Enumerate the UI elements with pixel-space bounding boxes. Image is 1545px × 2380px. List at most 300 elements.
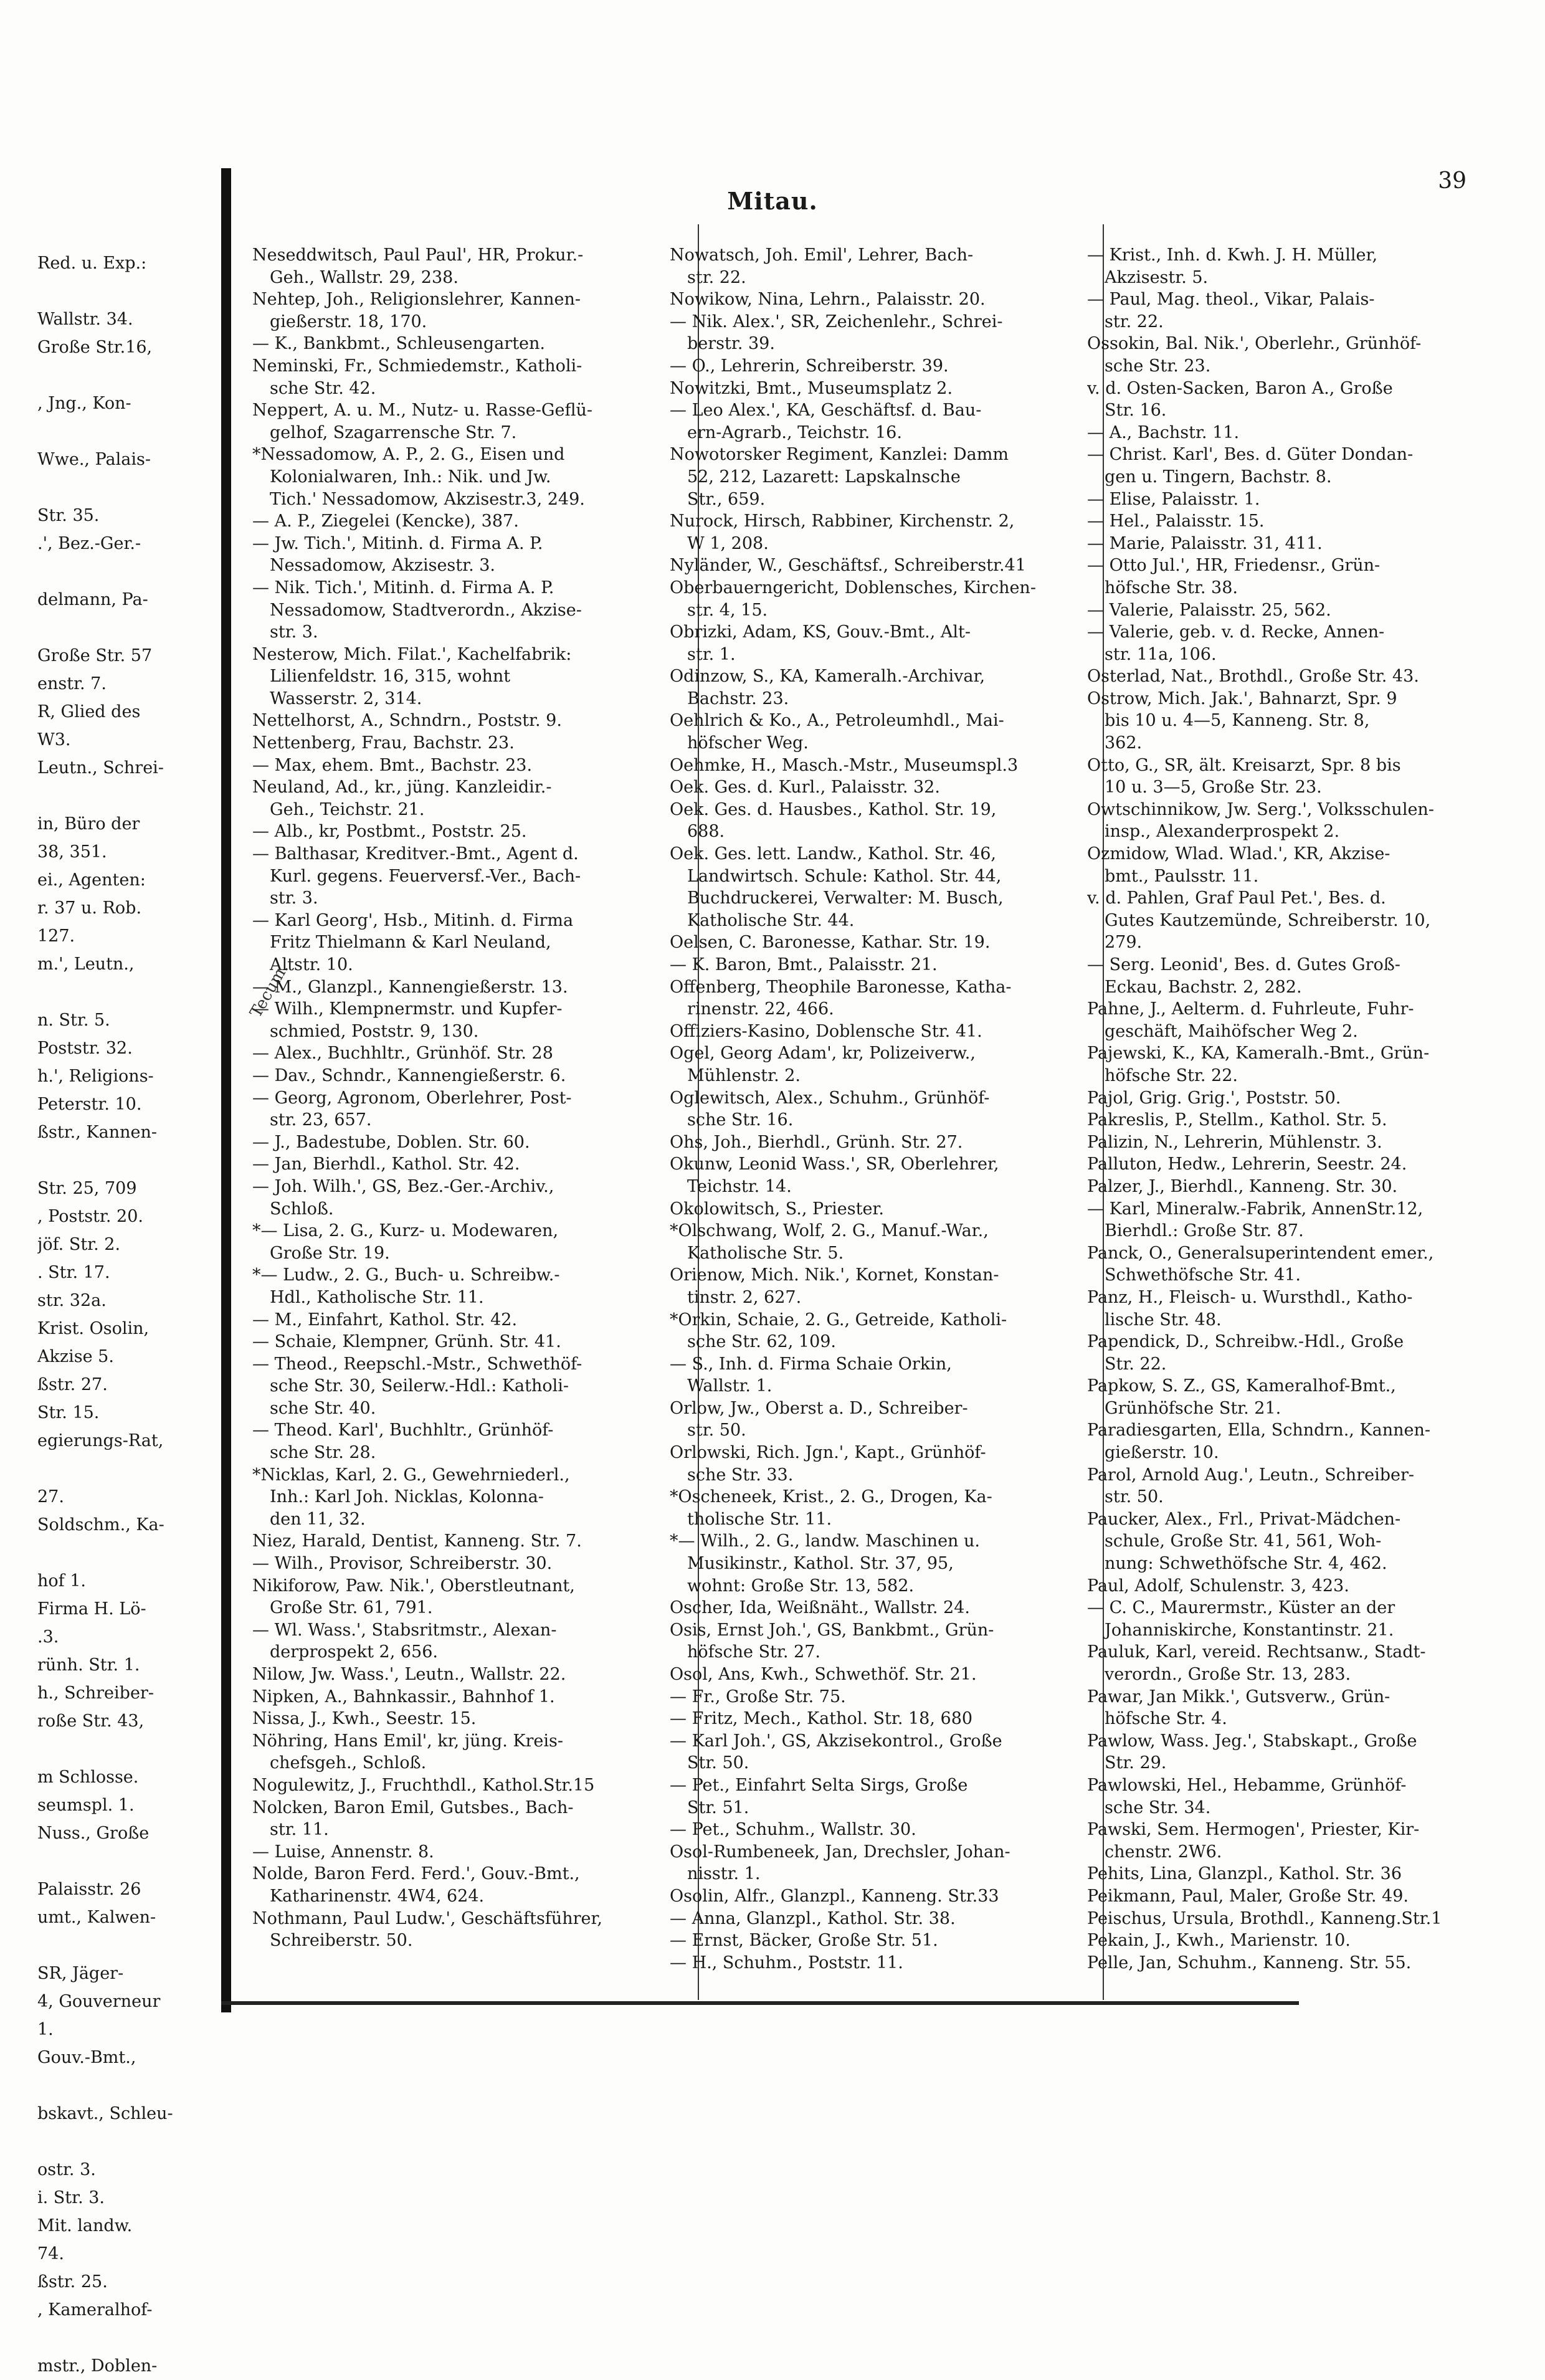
directory-entry-line: *Orkin, Schaie, 2. G., Getreide, Katholi- xyxy=(670,1310,1007,1330)
margin-stamp: Tecum. xyxy=(246,960,293,1021)
directory-entry-line: — Georg, Agronom, Oberlehrer, Post- xyxy=(252,1088,572,1108)
directory-entry-line: Landwirtsch. Schule: Kathol. Str. 44, xyxy=(687,866,1002,886)
prev-strip-line xyxy=(37,1931,193,1959)
directory-entry-line: Pelle, Jan, Schuhm., Kanneng. Str. 55. xyxy=(1087,1953,1412,1973)
directory-entry-line: — Joh. Wilh.', GS, Bez.-Ger.-Archiv., xyxy=(252,1176,554,1196)
directory-entry-line: Orlowski, Rich. Jgn.', Kapt., Grünhöf- xyxy=(670,1443,986,1463)
prev-strip-line: Wwe., Palais- xyxy=(37,450,151,469)
directory-entry-line: — Elise, Palaisstr. 1. xyxy=(1087,489,1260,509)
directory-entry-line: str. 3. xyxy=(270,888,318,908)
directory-entry-line: schule, Große Str. 41, 561, Woh- xyxy=(1105,1531,1382,1551)
directory-entry-line: — Otto Jul.', HR, Friedensr., Grün- xyxy=(1087,556,1381,576)
directory-entry-line: v. d. Pahlen, Graf Paul Pet.', Bes. d. xyxy=(1087,888,1386,908)
prev-strip-line xyxy=(37,361,193,389)
prev-strip-line: Soldschm., Ka- xyxy=(37,1515,164,1535)
binding-base-rule xyxy=(221,2001,1299,2005)
prev-strip-line: r. 37 u. Rob. xyxy=(37,898,142,918)
prev-strip-line xyxy=(37,1146,193,1174)
directory-entry-line: — K., Bankbmt., Schleusengarten. xyxy=(252,334,545,354)
prev-strip-line: i. Str. 3. xyxy=(37,2188,105,2207)
directory-entry-line: Oek. Ges. d. Kurl., Palaisstr. 32. xyxy=(670,778,940,797)
directory-entry-line: *Nicklas, Karl, 2. G., Gewehrniederl., xyxy=(252,1465,570,1485)
directory-entry-line: Schloß. xyxy=(270,1199,334,1219)
prev-strip-line: m.', Leutn., xyxy=(37,954,135,974)
prev-strip-line: 4, Gouverneur xyxy=(37,1992,161,2011)
directory-entry-line: tholische Str. 11. xyxy=(687,1509,832,1529)
directory-entry-line: Nikiforow, Paw. Nik.', Oberstleutnant, xyxy=(252,1576,575,1596)
prev-strip-line: n. Str. 5. xyxy=(37,1011,110,1030)
directory-entry-line: str. 11. xyxy=(270,1820,329,1840)
directory-entry-line: bis 10 u. 4—5, Kanneng. Str. 8, xyxy=(1105,711,1370,731)
directory-entry-line: — M., Glanzpl., Kannengießerstr. 13. xyxy=(252,977,568,997)
directory-entry-line: Osolin, Alfr., Glanzpl., Kanneng. Str.33 xyxy=(670,1886,999,1906)
directory-entry-line: Pawlow, Wass. Jeg.', Stabskapt., Große xyxy=(1087,1731,1417,1751)
prev-strip-line xyxy=(37,1455,193,1483)
directory-entry-line: Palluton, Hedw., Lehrerin, Seestr. 24. xyxy=(1087,1154,1407,1174)
directory-entry-line: str. 23, 657. xyxy=(270,1110,372,1130)
directory-entry-line: sche Str. 34. xyxy=(1105,1797,1211,1817)
prev-strip-line: .3. xyxy=(37,1627,59,1647)
directory-entry-line: — Dav., Schndr., Kannengießerstr. 6. xyxy=(252,1065,566,1085)
directory-entry-line: Ossokin, Bal. Nik.', Oberlehr., Grünhöf- xyxy=(1087,334,1422,354)
directory-entry-line: — Karl, Mineralw.-Fabrik, AnnenStr.12, xyxy=(1087,1199,1424,1219)
directory-entry-line: Pakreslis, P., Stellm., Kathol. Str. 5. xyxy=(1087,1110,1387,1130)
directory-entry-line: — H., Schuhm., Poststr. 11. xyxy=(670,1953,903,1973)
directory-entry-line: — Theod., Reepschl.-Mstr., Schwethöf- xyxy=(252,1354,582,1374)
prev-strip-line: Große Str. 57 xyxy=(37,646,153,665)
directory-entry-line: Str. 29. xyxy=(1105,1753,1167,1773)
directory-entry-line: Grünhöfsche Str. 21. xyxy=(1105,1398,1281,1418)
directory-entry-line: Osis, Ernst Joh.', GS, Bankbmt., Grün- xyxy=(670,1620,994,1640)
prev-strip-line: rünh. Str. 1. xyxy=(37,1655,140,1675)
directory-entry-line: — Karl Joh.', GS, Akzisekontrol., Große xyxy=(670,1731,1002,1751)
directory-entry-line: 52, 212, Lazarett: Lapskalnsche xyxy=(687,467,961,487)
directory-entry-line: Inh.: Karl Joh. Nicklas, Kolonna- xyxy=(270,1487,544,1507)
prev-strip-line xyxy=(37,2072,193,2100)
directory-entry-line: Oehmke, H., Masch.-Mstr., Museumspl.3 xyxy=(670,755,1019,775)
directory-entry-line: Otto, G., SR, ält. Kreisarzt, Spr. 8 bis xyxy=(1087,755,1401,775)
directory-entry-line: — Marie, Palaisstr. 31, 411. xyxy=(1087,533,1323,553)
directory-entry-line: Nehtep, Joh., Religionslehrer, Kannen- xyxy=(252,290,581,310)
directory-entry-line: — Balthasar, Kreditver.-Bmt., Agent d. xyxy=(252,844,579,864)
directory-entry-line: — Alex., Buchhltr., Grünhöf. Str. 28 xyxy=(252,1044,553,1064)
prev-strip-line: Red. u. Exp.: xyxy=(37,254,147,273)
prev-strip-line xyxy=(37,277,193,305)
directory-entry-line: — Max, ehem. Bmt., Bachstr. 23. xyxy=(252,755,533,775)
directory-entry-line: — C. C., Maurermstr., Küster an der xyxy=(1087,1598,1395,1618)
directory-entry-line: Hdl., Katholische Str. 11. xyxy=(270,1287,484,1307)
prev-strip-line: 1. xyxy=(37,2020,54,2039)
directory-entry-line: Owtschinnikow, Jw. Serg.', Volksschulen- xyxy=(1087,799,1434,819)
directory-entry-line: — Serg. Leonid', Bes. d. Gutes Groß- xyxy=(1087,955,1400,974)
directory-entry-line: Geh., Teichstr. 21. xyxy=(270,799,425,819)
prev-strip-line: hof 1. xyxy=(37,1571,86,1591)
directory-entry-line: Panck, O., Generalsuperintendent emer., xyxy=(1087,1243,1434,1263)
directory-entry-line: — Christ. Karl', Bes. d. Güter Dondan- xyxy=(1087,445,1414,465)
prev-strip-line: h., Schreiber- xyxy=(37,1683,154,1703)
directory-entry-line: — S., Inh. d. Firma Schaie Orkin, xyxy=(670,1354,952,1374)
directory-entry-line: ern-Agrarb., Teichstr. 16. xyxy=(687,422,902,442)
prev-strip-line: umt., Kalwen- xyxy=(37,1908,156,1927)
prev-strip-line xyxy=(37,2324,193,2352)
directory-entry-line: höfsche Str. 38. xyxy=(1105,578,1238,597)
directory-entry-line: sche Str. 28. xyxy=(270,1443,376,1463)
prev-strip-line: , Jng., Kon- xyxy=(37,394,131,413)
directory-entry-line: den 11, 32. xyxy=(270,1509,366,1529)
directory-entry-line: Odinzow, S., KA, Kameralh.-Archivar, xyxy=(670,667,986,687)
directory-entry-line: Nowatsch, Joh. Emil', Lehrer, Bach- xyxy=(670,245,974,265)
directory-entry-line: sche Str. 62, 109. xyxy=(687,1332,837,1352)
directory-entry-line: Oscher, Ida, Weißnäht., Wallstr. 24. xyxy=(670,1598,970,1618)
prev-strip-line xyxy=(37,978,193,1006)
directory-entry-line: Nessadomow, Akzisestr. 3. xyxy=(270,556,496,576)
directory-entry-line: höfsche Str. 4. xyxy=(1105,1709,1227,1729)
prev-strip-line: Str. 25, 709 xyxy=(37,1179,137,1198)
directory-entry-line: Ogel, Georg Adam', kr, Polizeiverw., xyxy=(670,1044,976,1064)
directory-entry-line: — J., Badestube, Doblen. Str. 60. xyxy=(252,1132,530,1152)
directory-entry-line: Str. 50. xyxy=(687,1753,749,1773)
directory-column-3 xyxy=(1087,244,1523,1974)
prev-strip-line: ßstr. 25. xyxy=(37,2272,108,2292)
prev-strip-line xyxy=(37,1847,193,1875)
directory-entry-line: *— Wilh., 2. G., landw. Maschinen u. xyxy=(670,1531,980,1551)
directory-entry-line: Pauluk, Karl, vereid. Rechtsanw., Stadt- xyxy=(1087,1642,1426,1662)
directory-entry-line: gelhof, Szagarrensche Str. 7. xyxy=(270,422,517,442)
directory-entry-line: Kurl. gegens. Feuerversf.-Ver., Bach- xyxy=(270,866,581,886)
directory-entry-line: — Leo Alex.', KA, Geschäftsf. d. Bau- xyxy=(670,401,982,421)
directory-entry-line: lische Str. 48. xyxy=(1105,1310,1222,1330)
prev-strip-line: W3. xyxy=(37,730,71,750)
directory-entry-line: Orienow, Mich. Nik.', Kornet, Konstan- xyxy=(670,1265,999,1285)
directory-entry-line: Oek. Ges. d. Hausbes., Kathol. Str. 19, xyxy=(670,799,997,819)
directory-entry-line: bmt., Paulsstr. 11. xyxy=(1105,866,1259,886)
prev-strip-line xyxy=(37,558,193,586)
directory-entry-line: *Nessadomow, A. P., 2. G., Eisen und xyxy=(252,445,565,465)
prev-strip-line: Mit. landw. xyxy=(37,2216,133,2235)
directory-entry-line: Okunw, Leonid Wass.', SR, Oberlehrer, xyxy=(670,1154,999,1174)
directory-entry-line: Katharinenstr. 4W4, 624. xyxy=(270,1886,485,1906)
directory-entry-line: Nolcken, Baron Emil, Gutsbes., Bach- xyxy=(252,1797,574,1817)
directory-entry-line: Okolowitsch, S., Priester. xyxy=(670,1199,884,1219)
prev-strip-line: Poststr. 32. xyxy=(37,1039,133,1058)
directory-entry-line: Pajol, Grig. Grig.', Poststr. 50. xyxy=(1087,1088,1341,1108)
directory-entry-line: Neuland, Ad., kr., jüng. Kanzleidir.- xyxy=(252,778,552,797)
prev-strip-line: m Schlosse. xyxy=(37,1768,139,1787)
directory-entry-line: — A. P., Ziegelei (Kencke), 387. xyxy=(252,512,519,531)
prev-strip-line: Peterstr. 10. xyxy=(37,1095,142,1114)
directory-entry-line: Nessadomow, Stadtverordn., Akzise- xyxy=(270,600,582,620)
directory-entry-line: — A., Bachstr. 11. xyxy=(1087,422,1240,442)
prev-strip-line: 27. xyxy=(37,1487,64,1507)
directory-entry-line: — M., Einfahrt, Kathol. Str. 42. xyxy=(252,1310,518,1330)
prev-strip-line: Wallstr. 34. xyxy=(37,310,133,329)
directory-entry-line: tinstr. 2, 627. xyxy=(687,1287,802,1307)
directory-entry-line: geschäft, Maihöfscher Weg 2. xyxy=(1105,1021,1358,1041)
directory-entry-line: — Schaie, Klempner, Grünh. Str. 41. xyxy=(252,1332,561,1352)
directory-entry-line: sche Str. 33. xyxy=(687,1465,794,1485)
prev-strip-line xyxy=(37,417,193,445)
directory-entry-line: gen u. Tingern, Bachstr. 8. xyxy=(1105,467,1332,487)
page-title: Mitau. xyxy=(727,187,818,215)
directory-entry-line: Bierhdl.: Große Str. 87. xyxy=(1105,1221,1304,1241)
prev-strip-line: 38, 351. xyxy=(37,842,107,862)
directory-entry-line: str. 22. xyxy=(687,267,746,287)
prev-strip-line: roße Str. 43, xyxy=(37,1711,145,1731)
prev-strip-line: bskavt., Schleu- xyxy=(37,2104,173,2123)
directory-entry-line: *— Ludw., 2. G., Buch- u. Schreibw.- xyxy=(252,1265,560,1285)
directory-entry-line: Neminski, Fr., Schmiedemstr., Katholi- xyxy=(252,356,582,376)
directory-entry-line: str. 50. xyxy=(687,1421,746,1440)
directory-entry-line: — Valerie, Palaisstr. 25, 562. xyxy=(1087,600,1331,620)
directory-entry-line: Katholische Str. 5. xyxy=(687,1243,844,1263)
directory-entry-line: Panz, H., Fleisch- u. Wursthdl., Katho- xyxy=(1087,1287,1413,1307)
prev-strip-line: seumspl. 1. xyxy=(37,1796,135,1815)
directory-entry-line: Pawlowski, Hel., Hebamme, Grünhöf- xyxy=(1087,1775,1407,1795)
directory-entry-line: Papendick, D., Schreibw.-Hdl., Große xyxy=(1087,1332,1404,1352)
directory-entry-line: *Olschwang, Wolf, 2. G., Manuf.-War., xyxy=(670,1221,989,1241)
directory-entry-line: — Theod. Karl', Buchhltr., Grünhöf- xyxy=(252,1421,554,1440)
directory-entry-line: insp., Alexanderprospekt 2. xyxy=(1105,822,1340,842)
prev-strip-line: , Poststr. 20. xyxy=(37,1207,143,1226)
directory-entry-line: nung: Schwethöfsche Str. 4, 462. xyxy=(1105,1554,1387,1574)
prev-strip-line: 74. xyxy=(37,2244,64,2263)
directory-entry-line: Akzisestr. 5. xyxy=(1105,267,1209,287)
directory-entry-line: str. 50. xyxy=(1105,1487,1164,1507)
directory-entry-line: — Wl. Wass.', Stabsritmstr., Alexan- xyxy=(252,1620,557,1640)
prev-strip-line: SR, Jäger- xyxy=(37,1964,124,1983)
directory-entry-line: Tich.' Nessadomow, Akzisestr.3, 249. xyxy=(270,489,585,509)
directory-entry-line: Pawar, Jan Mikk.', Gutsverw., Grün- xyxy=(1087,1687,1390,1706)
directory-entry-line: Buchdruckerei, Verwalter: M. Busch, xyxy=(687,888,1004,908)
directory-entry-line: höfsche Str. 27. xyxy=(687,1642,820,1662)
directory-entry-line: rinenstr. 22, 466. xyxy=(687,999,834,1019)
directory-entry-line: Altstr. 10. xyxy=(270,955,353,974)
prev-strip-line: Große Str.16, xyxy=(37,338,153,357)
directory-entry-line: Oberbauerngericht, Doblensches, Kirchen- xyxy=(670,578,1036,597)
directory-entry-line: — Jan, Bierhdl., Kathol. Str. 42. xyxy=(252,1154,520,1174)
directory-entry-line: Gutes Kautzemünde, Schreiberstr. 10, xyxy=(1105,910,1431,930)
directory-entry-line: Offiziers-Kasino, Doblensche Str. 41. xyxy=(670,1021,982,1041)
directory-entry-line: Osol, Ans, Kwh., Schwethöf. Str. 21. xyxy=(670,1665,977,1684)
directory-entry-line: wohnt: Große Str. 13, 582. xyxy=(687,1576,915,1596)
directory-entry-line: Paucker, Alex., Frl., Privat-Mädchen- xyxy=(1087,1509,1401,1529)
prev-strip-line: Firma H. Lö- xyxy=(37,1599,146,1619)
directory-entry-line: gießerstr. 18, 170. xyxy=(270,312,427,331)
directory-entry-line: Oek. Ges. lett. Landw., Kathol. Str. 46, xyxy=(670,844,996,864)
directory-entry-line: — Valerie, geb. v. d. Recke, Annen- xyxy=(1087,622,1385,642)
directory-entry-line: Paradiesgarten, Ella, Schndrn., Kannen- xyxy=(1087,1421,1430,1440)
prev-strip-line xyxy=(37,782,193,810)
directory-entry-line: Nowitzki, Bmt., Museumsplatz 2. xyxy=(670,378,953,398)
prev-strip-line: str. 32a. xyxy=(37,1291,107,1310)
directory-entry-line: str. 1. xyxy=(687,644,736,664)
directory-entry-line: Wallstr. 1. xyxy=(687,1376,772,1396)
prev-strip-line xyxy=(37,1539,193,1567)
prev-strip-line: .', Bez.-Ger.- xyxy=(37,534,141,553)
directory-entry-line: Große Str. 19. xyxy=(270,1243,390,1263)
directory-entry-line: *Oscheneek, Krist., 2. G., Drogen, Ka- xyxy=(670,1487,992,1507)
directory-entry-line: Palizin, N., Lehrerin, Mühlenstr. 3. xyxy=(1087,1132,1382,1152)
directory-entry-line: Ostrow, Mich. Jak.', Bahnarzt, Spr. 9 xyxy=(1087,688,1397,708)
directory-entry-line: Offenberg, Theophile Baronesse, Katha- xyxy=(670,977,1012,997)
prev-strip-line: . Str. 17. xyxy=(37,1263,110,1282)
directory-entry-line: chefsgeh., Schloß. xyxy=(270,1753,427,1773)
directory-entry-line: Nyländer, W., Geschäftsf., Schreiberstr.41 xyxy=(670,556,1026,576)
directory-entry-line: Peischus, Ursula, Brothdl., Kanneng.Str.1 xyxy=(1087,1908,1442,1928)
prev-strip-line: Palaisstr. 26 xyxy=(37,1880,141,1899)
directory-entry-line: gießerstr. 10. xyxy=(1105,1443,1219,1463)
directory-entry-line: Neppert, A. u. M., Nutz- u. Rasse-Geflü- xyxy=(252,401,592,421)
directory-entry-line: W 1, 208. xyxy=(687,533,769,553)
prev-strip-line: Krist. Osolin, xyxy=(37,1319,150,1338)
directory-column-2 xyxy=(670,244,1106,1974)
directory-entry-line: Nesterow, Mich. Filat.', Kachelfabrik: xyxy=(252,644,572,664)
directory-entry-line: — K. Baron, Bmt., Palaisstr. 21. xyxy=(670,955,938,974)
prev-strip-line: Str. 15. xyxy=(37,1403,100,1422)
directory-entry-line: — Hel., Palaisstr. 15. xyxy=(1087,512,1265,531)
prev-strip-line: 127. xyxy=(37,926,75,946)
directory-entry-line: Palzer, J., Bierhdl., Kanneng. Str. 30. xyxy=(1087,1176,1398,1196)
directory-entry-line: sche Str. 23. xyxy=(1105,356,1211,376)
directory-entry-line: — Pet., Schuhm., Wallstr. 30. xyxy=(670,1820,916,1840)
prev-strip-line: Nuss., Große xyxy=(37,1824,150,1843)
prev-strip-line xyxy=(37,1735,193,1763)
directory-entry-line: — Pet., Einfahrt Selta Sirgs, Große xyxy=(670,1775,968,1795)
directory-entry-line: Nurock, Hirsch, Rabbiner, Kirchenstr. 2, xyxy=(670,512,1015,531)
directory-entry-line: Musikinstr., Kathol. Str. 37, 95, xyxy=(687,1554,954,1574)
directory-entry-line: Pawski, Sem. Hermogen', Priester, Kir- xyxy=(1087,1820,1420,1840)
directory-entry-line: str. 11a, 106. xyxy=(1105,644,1217,664)
directory-entry-line: berstr. 39. xyxy=(687,334,775,354)
directory-entry-line: Geh., Wallstr. 29, 238. xyxy=(270,267,459,287)
prev-strip-line xyxy=(37,474,193,502)
directory-entry-line: Oehlrich & Ko., A., Petroleumhdl., Mai- xyxy=(670,711,1004,731)
directory-entry-line: *— Lisa, 2. G., Kurz- u. Modewaren, xyxy=(252,1221,559,1241)
directory-entry-line: — Nik. Tich.', Mitinh. d. Firma A. P. xyxy=(252,578,554,597)
directory-entry-line: str. 3. xyxy=(270,622,318,642)
directory-entry-line: höfscher Weg. xyxy=(687,733,809,753)
directory-entry-line: Pehits, Lina, Glanzpl., Kathol. Str. 36 xyxy=(1087,1864,1402,1884)
directory-entry-line: Parol, Arnold Aug.', Leutn., Schreiber- xyxy=(1087,1465,1415,1485)
directory-entry-line: — Wilh., Provisor, Schreiberstr. 30. xyxy=(252,1554,553,1574)
directory-entry-line: Fritz Thielmann & Karl Neuland, xyxy=(270,933,551,953)
directory-entry-line: Obrizki, Adam, KS, Gouv.-Bmt., Alt- xyxy=(670,622,971,642)
directory-entry-line: Str. 51. xyxy=(687,1797,749,1817)
prev-strip-line: in, Büro der xyxy=(37,814,140,834)
directory-column-1 xyxy=(252,244,688,1952)
directory-entry-line: Osol-Rumbeneek, Jan, Drechsler, Johan- xyxy=(670,1842,1010,1862)
directory-entry-line: Wasserstr. 2, 314. xyxy=(270,688,422,708)
directory-entry-line: — Wilh., Klempnermstr. und Kupfer- xyxy=(252,999,563,1019)
directory-entry-line: Nettenberg, Frau, Bachstr. 23. xyxy=(252,733,515,753)
directory-entry-line: sche Str. 40. xyxy=(270,1398,376,1418)
directory-entry-line: Neseddwitsch, Paul Paul', HR, Prokur.- xyxy=(252,245,584,265)
directory-entry-line: sche Str. 42. xyxy=(270,378,376,398)
prev-strip-line: ostr. 3. xyxy=(37,2160,96,2179)
directory-entry-line: Papkow, S. Z., GS, Kameralhof-Bmt., xyxy=(1087,1376,1396,1396)
directory-entry-line: 688. xyxy=(687,822,725,842)
directory-entry-line: v. d. Osten-Sacken, Baron A., Große xyxy=(1087,378,1393,398)
prev-strip-line: Gouv.-Bmt., xyxy=(37,2048,136,2067)
directory-entry-line: Oglewitsch, Alex., Schuhm., Grünhöf- xyxy=(670,1088,990,1108)
directory-entry-line: — Alb., kr, Postbmt., Poststr. 25. xyxy=(252,822,527,842)
directory-entry-line: Orlow, Jw., Oberst a. D., Schreiber- xyxy=(670,1398,968,1418)
directory-entry-line: — Luise, Annenstr. 8. xyxy=(252,1842,434,1862)
directory-entry-line: Nissa, J., Kwh., Seestr. 15. xyxy=(252,1709,477,1729)
prev-strip-line: ßstr., Kannen- xyxy=(37,1123,157,1142)
directory-entry-line: Schwethöfsche Str. 41. xyxy=(1105,1265,1301,1285)
prev-strip-line: , Kameralhof- xyxy=(37,2300,153,2320)
directory-entry-line: Bachstr. 23. xyxy=(687,688,789,708)
prev-strip-line: R, Glied des xyxy=(37,702,141,721)
directory-entry-line: Str. 22. xyxy=(1105,1354,1167,1374)
page-number: 39 xyxy=(1438,168,1467,194)
directory-entry-line: — Ernst, Bäcker, Große Str. 51. xyxy=(670,1931,938,1951)
directory-entry-line: Peikmann, Paul, Maler, Große Str. 49. xyxy=(1087,1886,1409,1906)
directory-entry-line: — Fritz, Mech., Kathol. Str. 18, 680 xyxy=(670,1709,973,1729)
directory-entry-line: Paul, Adolf, Schulenstr. 3, 423. xyxy=(1087,1576,1349,1596)
directory-entry-line: Kolonialwaren, Inh.: Nik. und Jw. xyxy=(270,467,551,487)
prev-strip-line: jöf. Str. 2. xyxy=(37,1235,121,1254)
directory-entry-line: schmied, Poststr. 9, 130. xyxy=(270,1021,479,1041)
directory-entry-line: — Jw. Tich.', Mitinh. d. Firma A. P. xyxy=(252,533,543,553)
directory-entry-line: str. 22. xyxy=(1105,312,1164,331)
prev-strip-line: egierungs-Rat, xyxy=(37,1431,164,1450)
prev-strip-line xyxy=(37,2128,193,2156)
directory-entry-line: Nilow, Jw. Wass.', Leutn., Wallstr. 22. xyxy=(252,1665,566,1684)
directory-entry-line: 279. xyxy=(1105,933,1143,953)
directory-entry-line: Nöhring, Hans Emil', kr, jüng. Kreis- xyxy=(252,1731,564,1751)
directory-entry-line: Str. 16. xyxy=(1105,401,1167,421)
prev-strip-line: h.', Religions- xyxy=(37,1067,154,1086)
directory-entry-line: Schreiberstr. 50. xyxy=(270,1931,413,1951)
directory-entry-line: Nowotorsker Regiment, Kanzlei: Damm xyxy=(670,445,1009,465)
directory-entry-line: Nothmann, Paul Ludw.', Geschäftsführer, xyxy=(252,1908,602,1928)
directory-entry-line: Nipken, A., Bahnkassir., Bahnhof 1. xyxy=(252,1687,555,1706)
prev-strip-line: Str. 35. xyxy=(37,506,100,525)
directory-entry-line: — Karl Georg', Hsb., Mitinh. d. Firma xyxy=(252,910,574,930)
directory-entry-line: — Anna, Glanzpl., Kathol. Str. 38. xyxy=(670,1908,956,1928)
directory-entry-line: — Krist., Inh. d. Kwh. J. H. Müller, xyxy=(1087,245,1378,265)
directory-entry-line: sche Str. 16. xyxy=(687,1110,794,1130)
directory-entry-line: Nowikow, Nina, Lehrn., Palaisstr. 20. xyxy=(670,290,986,310)
directory-entry-line: Ozmidow, Wlad. Wlad.', KR, Akzise- xyxy=(1087,844,1390,864)
directory-entry-line: Eckau, Bachstr. 2, 282. xyxy=(1105,977,1302,997)
directory-entry-line: Mühlenstr. 2. xyxy=(687,1065,801,1085)
directory-entry-line: — Fr., Große Str. 75. xyxy=(670,1687,846,1706)
directory-entry-line: nisstr. 1. xyxy=(687,1864,761,1884)
prev-strip-line: Akzise 5. xyxy=(37,1347,114,1366)
prev-strip-line: ßstr. 27. xyxy=(37,1375,108,1394)
previous-page-strip xyxy=(37,249,193,2380)
directory-entry-line: höfsche Str. 22. xyxy=(1105,1065,1238,1085)
directory-entry-line: Nettelhorst, A., Schndrn., Poststr. 9. xyxy=(252,711,562,731)
directory-entry-line: Teichstr. 14. xyxy=(687,1176,792,1196)
directory-entry-line: sche Str. 30, Seilerw.-Hdl.: Katholi- xyxy=(270,1376,569,1396)
directory-entry-line: — O., Lehrerin, Schreiberstr. 39. xyxy=(670,356,949,376)
directory-entry-line: 362. xyxy=(1105,733,1143,753)
directory-entry-line: Nolde, Baron Ferd. Ferd.', Gouv.-Bmt., xyxy=(252,1864,580,1884)
directory-entry-line: — Nik. Alex.', SR, Zeichenlehr., Schrei- xyxy=(670,312,1003,331)
directory-entry-line: Niez, Harald, Dentist, Kanneng. Str. 7. xyxy=(252,1531,582,1551)
directory-entry-line: Osterlad, Nat., Brothdl., Große Str. 43. xyxy=(1087,667,1419,687)
directory-entry-line: Pekain, J., Kwh., Marienstr. 10. xyxy=(1087,1931,1351,1951)
directory-entry-line: chenstr. 2W6. xyxy=(1105,1842,1222,1862)
directory-entry-line: Pajewski, K., KA, Kameralh.-Bmt., Grün- xyxy=(1087,1044,1430,1064)
directory-entry-line: derprospekt 2, 656. xyxy=(270,1642,438,1662)
prev-strip-line xyxy=(37,614,193,642)
directory-entry-line: str. 4, 15. xyxy=(687,600,768,620)
